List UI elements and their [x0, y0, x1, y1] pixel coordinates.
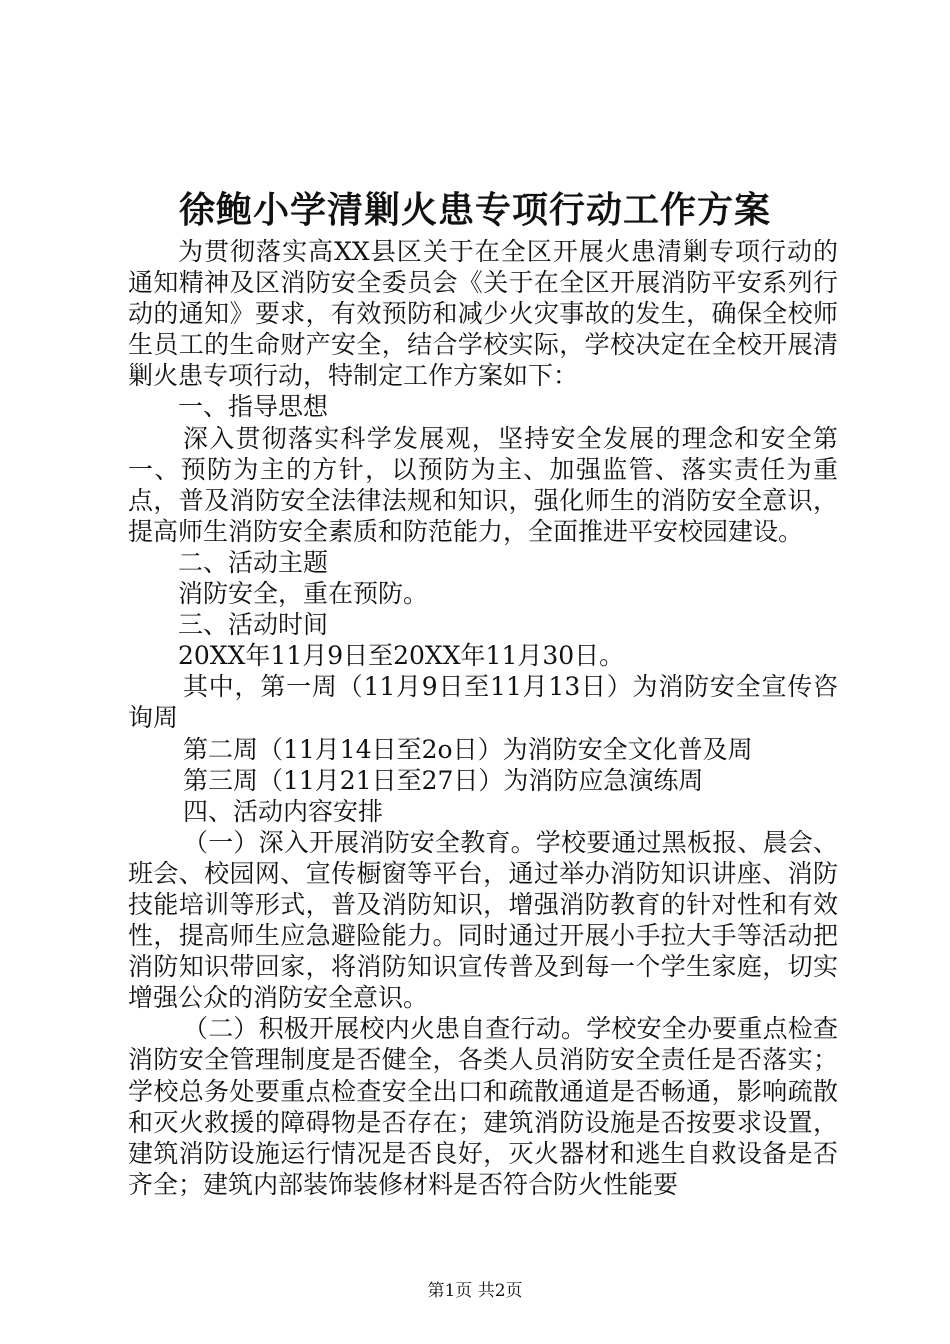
document-title: 徐鲍小学清剿火患专项行动工作方案 [178, 189, 771, 231]
section-heading-activity-time: 三、活动时间 [178, 610, 329, 640]
page-footer: 第1页 共2页 [427, 1281, 523, 1301]
education-paragraph: （一）深入开展消防安全教育。学校要通过黑板报、晨会、班会、校园网、宣传橱窗等平台，通过举办消防知识讲座、消防技能培训等形式，普及消防知识，增强消防教育的针对性和有效性，提高师生应急避险能力。同时通过开展小手拉大手等活动把消防知识带回家，将消防知识宣传普及到每一个学生家庭，切实增强公众的消防安全意识。 [128, 827, 838, 1013]
week-two-paragraph: 第二周（11月14日至2o日）为消防安全文化普及周 [183, 734, 753, 764]
self-inspection-paragraph: （二）积极开展校内火患自查行动。学校安全办要重点检查消防安全管理制度是否健全，各类人员消防安全责任是否落实；学校总务处要重点检查安全出口和疏散通道是否畅通，影响疏散和灭火救援的障碍物是否存在；建筑消防设施是否按要求设置，建筑消防设施运行情况是否良好，灭火器材和逃生自救设备是否齐全；建筑内部装饰装修材料是否符合防火性能要 [128, 1014, 838, 1199]
section-heading-guiding-ideology: 一、指导思想 [178, 392, 329, 422]
activity-time-paragraph: 20XX年11月9日至20XX年11月30日。 [178, 641, 625, 671]
week-one-paragraph: 其中，第一周（11月9日至11月13日）为消防安全宣传咨询周 [128, 672, 838, 733]
intro-paragraph: 为贯彻落实高XX县区关于在全区开展火患清剿专项行动的通知精神及区消防安全委员会《关于在全区开展消防平安系列行动的通知》要求，有效预防和减少火灾事故的发生，确保全校师生员工的生命财产安全，结合学校实际，学校决定在全校开展清剿火患专项行动，特制定工作方案如下： [128, 237, 838, 391]
section-heading-activity-content: 四、活动内容安排 [183, 796, 384, 826]
week-three-paragraph: 第三周（11月21日至27日）为消防应急演练周 [183, 765, 704, 795]
guiding-ideology-paragraph: 深入贯彻落实科学发展观，坚持安全发展的理念和安全第一、预防为主的方针，以预防为主、加强监管、落实责任为重点，普及消防安全法律法规和知识，强化师生的消防安全意识，提高师生消防安全素质和防范能力，全面推进平安校园建设。 [128, 423, 838, 546]
activity-theme-paragraph: 消防安全，重在预防。 [178, 579, 429, 609]
document-body [128, 236, 838, 1200]
section-heading-activity-theme: 二、活动主题 [178, 547, 329, 577]
